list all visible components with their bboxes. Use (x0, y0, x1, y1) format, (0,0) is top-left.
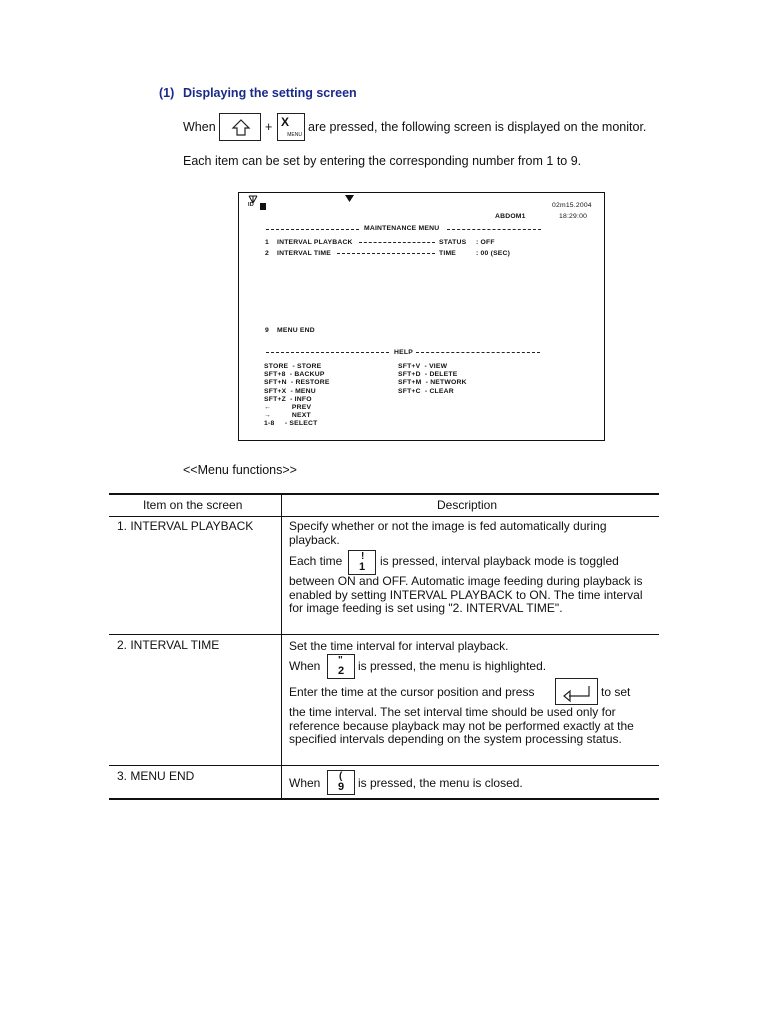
row2-desc3b: to set (601, 685, 631, 699)
row1-item: 1. INTERVAL PLAYBACK (117, 519, 254, 533)
plus-sign: + (265, 120, 273, 134)
x-key-label: X (281, 115, 290, 129)
section-number: (1) (159, 86, 175, 100)
menu-title-dash-left (266, 229, 359, 230)
menu-end: MENU END (277, 327, 315, 334)
monitor-date: 02m15.2004 (552, 202, 592, 209)
help-line: SFT+M - NETWORK (398, 379, 467, 387)
key-2 (327, 654, 355, 679)
item1-num: 1 (265, 239, 269, 246)
item1-dash (359, 242, 435, 243)
help-line: 1-8 - SELECT (264, 420, 318, 428)
row3-desc2b: is pressed, the menu is closed. (358, 776, 523, 790)
table-column-divider (281, 495, 282, 798)
help-line: → NEXT (264, 412, 311, 420)
menu-title: MAINTENANCE MENU (364, 225, 440, 232)
help-title: HELP (394, 349, 413, 356)
menu-title-dash-right (447, 229, 541, 230)
item2-value: : 00 (SEC) (476, 250, 511, 257)
row3-desc2a: When (289, 776, 321, 790)
help-dash-right (416, 352, 540, 353)
key-1 (348, 550, 376, 575)
key-2-main: 2 (338, 665, 345, 677)
row2-desc2a: When (289, 659, 321, 673)
help-line: SFT+N - RESTORE (264, 379, 330, 387)
row2-desc4: the time interval. The set interval time should be used only for reference because playback may not be performed exactly at the specified intervals depending on the system processing status. (289, 705, 634, 746)
section-title: Displaying the setting screen (183, 86, 357, 100)
help-line: SFT+V - VIEW (398, 363, 448, 370)
item2-dash (337, 253, 435, 254)
item1-value: : OFF (476, 239, 495, 246)
item2-key: TIME (439, 250, 457, 257)
row1-desc3: between ON and OFF. Automatic image feeding during playback is enabled by setting INTERVAL PLAYBACK to ON. The time interval for image feeding is set using "2. INTERVAL TIME". (289, 574, 643, 615)
help-line: ← PREV (264, 404, 312, 411)
item1-name: INTERVAL PLAYBACK (277, 239, 353, 246)
table-header-rule (109, 516, 659, 517)
help-line: STORE - STORE (264, 363, 322, 370)
menu-key-sublabel: MENU (287, 132, 302, 138)
down-triangle-icon (345, 195, 355, 203)
table-row1-rule (109, 634, 659, 635)
row3-item: 3. MENU END (117, 769, 195, 783)
key-1-top: ! (361, 551, 365, 562)
key-9 (327, 770, 355, 795)
row1-desc1: Specify whether or not the image is fed automatically during playback. (289, 519, 607, 547)
shift-key (219, 113, 261, 141)
menu-functions-label: <<Menu functions>> (183, 463, 297, 477)
row2-desc3a: Enter the time at the cursor position and press (289, 685, 535, 699)
row2-desc2b: is pressed, the menu is highlighted. (358, 659, 547, 673)
key-1-main: 1 (359, 561, 366, 573)
help-line: SFT+8 - BACKUP (264, 371, 325, 379)
help-line: SFT+Z - INFO (264, 395, 312, 403)
table-row2-rule (109, 765, 659, 766)
table-top-rule (109, 493, 659, 495)
menu-end-num: 9 (265, 327, 269, 334)
intro-pressed-text: are pressed, the following screen is displayed on the monitor. (308, 120, 647, 134)
table-bottom-rule (109, 798, 659, 800)
help-line: SFT+D - DELETE (398, 371, 458, 379)
item2-name: INTERVAL TIME (277, 250, 331, 257)
monitor-screen (238, 192, 605, 441)
enter-key (555, 678, 598, 705)
row2-desc1: Set the time interval for interval playback. (289, 639, 509, 653)
help-dash-left (266, 352, 389, 353)
shift-arrow-icon (220, 114, 262, 142)
row1-desc2b: is pressed, interval playback mode is toggled (380, 554, 619, 568)
key-2-top: " (338, 655, 343, 666)
monitor-device: ABDOM1 (495, 213, 526, 220)
x-menu-key (277, 113, 305, 141)
help-line: SFT+C - CLEAR (398, 387, 454, 395)
item2-num: 2 (265, 250, 269, 257)
intro-when: When (183, 120, 216, 134)
header-item: Item on the screen (143, 498, 243, 512)
help-line: SFT+X - MENU (264, 387, 316, 395)
key-9-top: ( (339, 771, 343, 782)
enter-arrow-icon (556, 679, 599, 706)
monitor-id-label: ID (248, 202, 254, 208)
intro-each-item: Each item can be set by entering the corresponding number from 1 to 9. (183, 154, 582, 168)
row1-desc2a: Each time (289, 554, 343, 568)
monitor-time: 18:29:00 (559, 213, 588, 220)
header-description: Description (437, 498, 498, 512)
monitor-cursor-block (260, 203, 266, 210)
item1-key: STATUS (439, 239, 467, 246)
key-9-main: 9 (338, 781, 345, 793)
row2-item: 2. INTERVAL TIME (117, 638, 220, 652)
